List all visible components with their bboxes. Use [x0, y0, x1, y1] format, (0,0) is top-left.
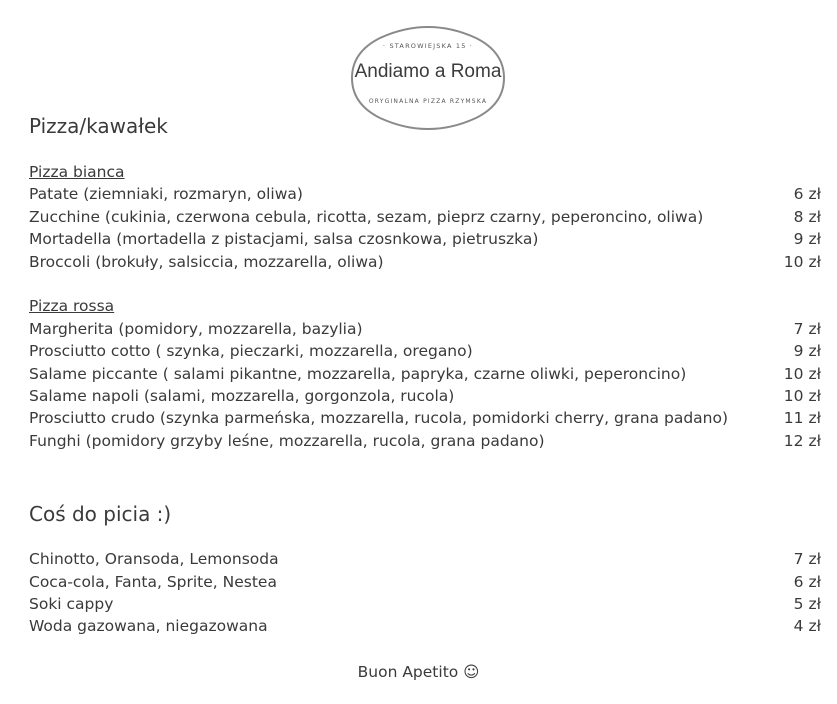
menu-item: [29, 320, 821, 342]
menu-item: [29, 253, 821, 275]
menu-item: [29, 573, 821, 595]
menu-item: [29, 208, 821, 230]
menu-item-name: Mortadella (mortadella z pistacjami, salsa czosnkowa, pietruszka): [29, 230, 539, 248]
logo-address: · STAROWIEJSKA 15 ·: [382, 42, 474, 50]
menu-item-name: Chinotto, Oransoda, Lemonsoda: [29, 550, 279, 568]
menu-item-price: 10 zł: [783, 387, 821, 405]
menu-item-name: Soki cappy: [29, 595, 114, 613]
menu-item-price: 7 zł: [793, 320, 821, 338]
menu-item-price: 6 zł: [793, 573, 821, 591]
menu-item-name: Broccoli (brokuły, salsiccia, mozzarella, oliwa): [29, 253, 384, 271]
footer-greeting: Buon Apetito ☺: [357, 663, 480, 681]
menu-item-name: Salame piccante ( salami pikantne, mozzarella, papryka, czarne oliwki, peperoncino): [29, 365, 687, 383]
pizza-bianca-heading: Pizza bianca: [29, 163, 125, 181]
menu-item: [29, 365, 821, 387]
logo-name: Andiamo a Roma: [354, 61, 502, 82]
menu-item-name: Woda gazowana, niegazowana: [29, 617, 268, 635]
menu-item-price: 5 zł: [793, 595, 821, 613]
menu-item-price: 9 zł: [793, 342, 821, 360]
menu-item: [29, 230, 821, 252]
menu-item: [29, 387, 821, 409]
drinks-section-title: Coś do picia :): [29, 502, 172, 526]
pizza-section-title: Pizza/kawałek: [29, 114, 168, 138]
menu-item: [29, 550, 821, 572]
menu-item: [29, 185, 821, 207]
menu-item-price: 11 zł: [783, 409, 821, 427]
menu-item-price: 9 zł: [793, 230, 821, 248]
restaurant-logo: [350, 22, 506, 134]
menu-item-name: Prosciutto cotto ( szynka, pieczarki, mozzarella, oregano): [29, 342, 473, 360]
menu-item-price: 8 zł: [793, 208, 821, 226]
menu-item-price: 6 zł: [793, 185, 821, 203]
menu-item: [29, 342, 821, 364]
menu-item-name: Patate (ziemniaki, rozmaryn, oliwa): [29, 185, 303, 203]
menu-item: [29, 409, 821, 431]
pizza-rossa-heading: Pizza rossa: [29, 297, 115, 315]
menu-item-name: Funghi (pomidory grzyby leśne, mozzarella, rucola, grana padano): [29, 432, 545, 450]
menu-item-name: Zucchine (cukinia, czerwona cebula, ricotta, sezam, pieprz czarny, peperoncino, oliwa): [29, 208, 704, 226]
menu-item-price: 10 zł: [783, 253, 821, 271]
menu-item-price: 4 zł: [793, 617, 821, 635]
menu-item-name: Margherita (pomidory, mozzarella, bazylia): [29, 320, 363, 338]
menu-item-price: 7 zł: [793, 550, 821, 568]
menu-item: [29, 595, 821, 617]
menu-item-price: 10 zł: [783, 365, 821, 383]
logo-tagline: ORYGINALNA PIZZA RZYMSKA: [368, 98, 488, 105]
menu-item-name: Prosciutto crudo (szynka parmeńska, mozzarella, rucola, pomidorki cherry, grana padano): [29, 409, 729, 427]
menu-item-name: Salame napoli (salami, mozzarella, gorgonzola, rucola): [29, 387, 455, 405]
menu-item-price: 12 zł: [783, 432, 821, 450]
menu-item: [29, 617, 821, 639]
menu-item: [29, 432, 821, 454]
menu-item-name: Coca-cola, Fanta, Sprite, Nestea: [29, 573, 277, 591]
